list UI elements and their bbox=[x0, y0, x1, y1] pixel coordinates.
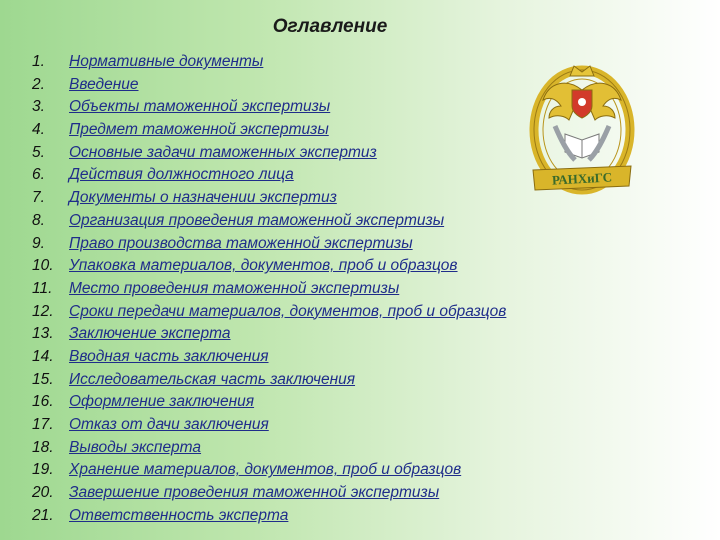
item-number: 13. bbox=[32, 325, 54, 343]
toc-link[interactable]: Организация проведения таможенной экспертизы bbox=[69, 211, 445, 229]
item-number: 17. bbox=[32, 416, 54, 433]
item-number: 3. bbox=[32, 98, 45, 116]
toc-link[interactable]: Право производства таможенной экспертизы bbox=[69, 234, 413, 252]
toc-link[interactable]: Вводная часть заключения bbox=[69, 347, 269, 365]
toc-link[interactable]: Действия должностного лица bbox=[69, 166, 294, 184]
toc-link[interactable]: Место проведения таможенной экспертизы bbox=[69, 279, 400, 297]
item-number: 11. bbox=[32, 279, 53, 297]
item-number: 5. bbox=[32, 143, 45, 161]
list-item bbox=[32, 414, 506, 437]
list-item bbox=[32, 391, 506, 414]
toc-link[interactable]: Завершение проведения таможенной экспертизы bbox=[69, 484, 440, 502]
list-item bbox=[32, 51, 506, 74]
toc-link[interactable]: Нормативные документы bbox=[69, 53, 264, 70]
list-item bbox=[32, 119, 506, 142]
toc-link[interactable]: Объекты таможенной экспертизы bbox=[69, 98, 331, 116]
list-item bbox=[32, 233, 506, 256]
list-item bbox=[32, 437, 506, 460]
list-item bbox=[32, 459, 506, 482]
item-number: 20. bbox=[32, 484, 54, 502]
item-number: 2. bbox=[32, 75, 45, 93]
toc-link[interactable]: Отказ от дачи заключения bbox=[69, 416, 269, 433]
table-of-contents bbox=[32, 51, 506, 527]
list-item bbox=[32, 301, 506, 324]
toc-link[interactable]: Исследовательская часть заключения bbox=[69, 370, 356, 388]
list-item bbox=[32, 369, 506, 392]
toc-link[interactable]: Введение bbox=[69, 75, 139, 93]
toc-link[interactable]: Документы о назначении экспертиз bbox=[69, 189, 337, 207]
toc-link[interactable]: Выводы эксперта bbox=[69, 438, 202, 456]
toc-link[interactable]: Основные задачи таможенных экспертиз bbox=[69, 143, 377, 161]
list-item bbox=[32, 346, 506, 369]
list-item bbox=[32, 187, 506, 210]
item-number: 1. bbox=[32, 53, 45, 70]
toc-link[interactable]: Предмет таможенной экспертизы bbox=[69, 121, 329, 139]
list-item bbox=[32, 482, 506, 505]
list-item bbox=[32, 210, 506, 233]
item-number: 10. bbox=[32, 257, 54, 275]
toc-link[interactable]: Заключение эксперта bbox=[69, 325, 231, 343]
item-number: 14. bbox=[32, 347, 54, 365]
list-item bbox=[32, 142, 506, 165]
item-number: 8. bbox=[32, 211, 45, 229]
item-number: 21. bbox=[32, 506, 54, 524]
page-title: Оглавление bbox=[272, 16, 388, 37]
list-item bbox=[32, 278, 506, 301]
toc-link[interactable]: Сроки передачи материалов, документов, проб и образцов bbox=[69, 302, 507, 320]
item-number: 15. bbox=[32, 370, 54, 388]
toc-link[interactable]: Ответственность эксперта bbox=[69, 506, 289, 524]
toc-link[interactable]: Хранение материалов, документов, проб и образцов bbox=[69, 461, 462, 479]
list-item bbox=[32, 323, 506, 346]
item-number: 9. bbox=[32, 234, 45, 252]
list-item bbox=[32, 74, 506, 97]
item-number: 12. bbox=[32, 302, 54, 320]
list-item bbox=[32, 505, 506, 528]
item-number: 16. bbox=[32, 393, 54, 411]
item-number: 4. bbox=[32, 121, 45, 139]
toc-link[interactable]: Упаковка материалов, документов, проб и образцов bbox=[69, 257, 458, 275]
item-number: 18. bbox=[32, 438, 54, 456]
item-number: 6. bbox=[32, 166, 45, 184]
emblem-text: РАНХиГС bbox=[551, 169, 613, 188]
ranepa-emblem-icon bbox=[527, 60, 637, 210]
toc-link[interactable]: Оформление заключения bbox=[69, 393, 255, 411]
item-number: 7. bbox=[32, 189, 45, 207]
list-item bbox=[32, 255, 506, 278]
list-item bbox=[32, 96, 506, 119]
item-number: 19. bbox=[32, 461, 54, 479]
list-item bbox=[32, 164, 506, 187]
